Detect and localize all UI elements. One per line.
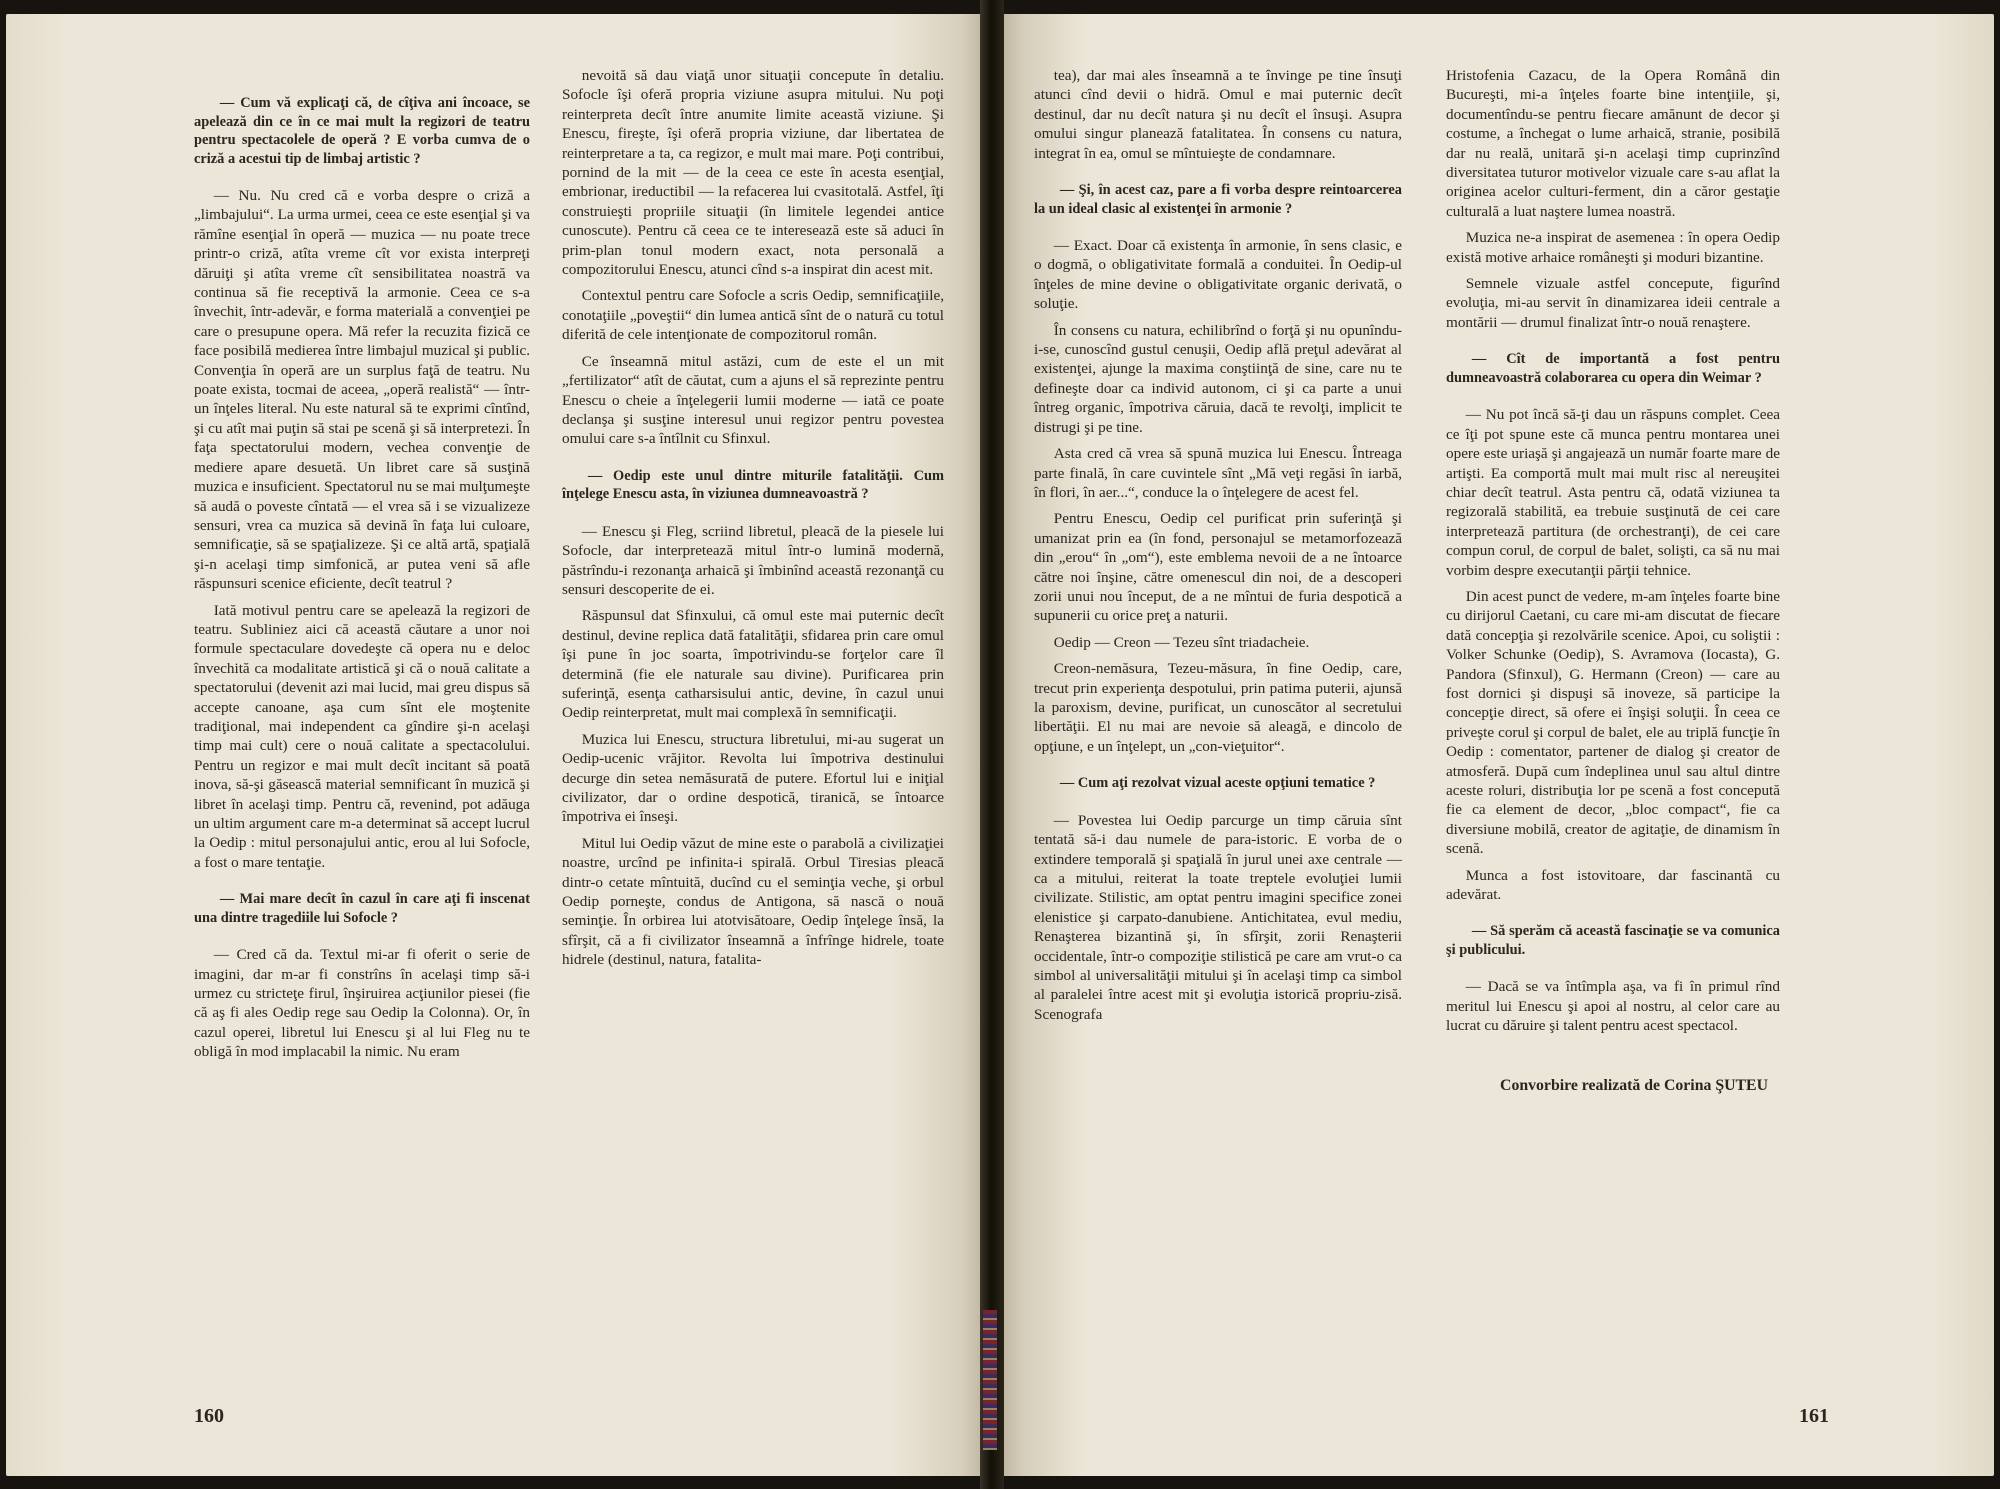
paragraph: Pentru Enescu, Oedip cel purificat prin suferinţă şi umanizat prin ea (în fond, personajul se metamorfozează din „erou“ în „om“), este emblema nevoii de a ne întoarce către noi înşine, către omenescul din noi, de a descoperi zorii unui nou început, de a ne mîntui de furia despotică a supunerii cu orice preţ a naturii. <box>1034 510 1402 625</box>
paragraph: nevoită să dau viaţă unor situaţii concepute în detaliu. Sofocle îşi oferă propria viziune asupra mitului. Nu poţi reinterpreta decît între anumite limite această viziune. Şi Enescu, fireşte, îşi oferă propria viziune, dar libertatea de reinterpretare a ta, ca regizor, e mult mai mare. Poţi contribui, pornind de la mit — de la ceea ce este în acesta esenţial, embrionar, ireductibil — la refacerea lui cvasitotală. Astfel, îţi construieşti propriile situaţii (în limitele legendei antice cunoscute). Pentru că ceea ce te interesează este să aduci în prim-plan tonul modern exact, nota personală a compozitorului Enescu, atunci cînd s-a inspirat din acest mit. <box>562 67 944 279</box>
book-spine <box>980 0 1004 1489</box>
paragraph: Iată motivul pentru care se apelează la regizori de teatru. Subliniez aici că această căutare a unor noi formule spectaculare dovedeşte că opera nu e deloc învechită ca modalitate artistică şi că o nouă calitate a spectatorului (devenit azi mai lucid, mai greu dispus să accepte canoane, aşa cum sînt ele moştenite tradiţional, mai independent ca gîndire şi-n acelaşi timp mai cult) cere o nouă calitate a spectacolului. Pentru un regizor e mai mult decît incitant să poată inova, să-şi găsească material semnificant în muzică şi libret în acelaşi timp. Pentru că, revenind, pot adăuga un ultim argument care m-a determinat să accept lucrul la Oedip : mitul personajului antic, erou al lui Sofocle, a fost o mare tentaţie. <box>194 601 530 871</box>
page-number-left: 160 <box>194 1405 224 1427</box>
paragraph: Asta cred că vrea să spună muzica lui Enescu. Întreaga parte finală, în care cuvintele sînt „Mă veţi regăsi în iarbă, în flori, în aer...“, conduce la o înţelegere de acest fel. <box>1034 445 1402 501</box>
bookmark-ribbon <box>983 1310 997 1450</box>
paragraph: Hristofenia Cazacu, de la Opera Română din Bucureşti, mi-a înţeles foarte bine intenţiile, şi, documentîndu-se pentru fiecare amănunt de decor şi costume, a închegat o lume arhaică, stranie, posibilă dar nu reală, unitară şi-n acelaşi timp cuprinzînd diversitatea tuturor motivelor vizuale care s-au aflat la originea acelor culturi-ferment, din a căror gestaţie culturală a luat naştere lumea noastră. <box>1446 67 1780 220</box>
right-page-column-2 <box>1446 66 1780 1102</box>
author-signature: Convorbire realizată de Corina ŞUTEU <box>1500 1076 1768 1094</box>
interview-question: — Să sperăm că această fascinaţie se va comunica şi publicului. <box>1446 923 1780 958</box>
paragraph: — Enescu şi Fleg, scriind libretul, pleacă de la piesele lui Sofocle, dar interpretează mitul într-o lumină modernă, păstrîndu-i rezonanţa arhaică şi îmbinînd această rezonanţă cu sensuri descoperite de ei. <box>562 522 944 598</box>
interview-question: — Şi, în acest caz, pare a fi vorba despre reintoarcerea la un ideal clasic al existenţei în armonie ? <box>1034 182 1402 217</box>
paragraph: Mitul lui Oedip văzut de mine este o parabolă a civilizaţiei noastre, urcînd pe infinita-i spirală. Orbul Tiresias pleacă dintr-o cetate mîntuită, ducînd cu el seminţia veche, şi orbul Oedip porneşte, condus de Antigona, să nască o nouă seminţie. În orbirea lui atotvisătoare, Oedip înţelege însă, la sfîrşit, că a fi civilizator înseamnă a înfrînge hidrele, toate hidrele (destinul, natura, fatalita- <box>562 834 944 969</box>
interview-question: — Cum vă explicaţi că, de cîţiva ani încoace, se apelează din ce în ce mai mult la regizori de teatru pentru spectacolele de operă ? E vorba cumva de o criză a acestui tip de limbaj artistic ? <box>194 95 530 167</box>
paragraph: Din acest punct de vedere, m-am înţeles foarte bine cu dirijorul Caetani, cu care mi-am discutat de fiecare dată concepţia şi rezolvările scenice. Apoi, cu soliştii : Volker Schunke (Oedip), S. Avramova (Iocasta), G. Pandora (Sfinxul), G. Hermann (Creon) — care au fost dornici şi dispuşi să inoveze, să participe la concepţie direct, să ofere ei înşişi soluţii. În ceea ce priveşte corul şi corpul de balet, ele au triplă funcţie în Oedip : comentator, partener de dialog şi creator de atmosferă. După cum îndeplinea unul sau altul dintre aceste roluri, distribuţia lor pe scenă a fost concepută fie ca element de decor, „bloc compact“, fie ca diversiune mobilă, creator de agitaţie, de dinamism în scenă. <box>1446 587 1780 858</box>
paragraph: — Exact. Doar că existenţa în armonie, în sens clasic, e o dogmă, o obligativitate formală a conduitei. În Oedip-ul înţeles de mine devine o obligativitate organic derivată, o soluţie. <box>1034 237 1402 313</box>
interview-question: — Mai mare decît în cazul în care aţi fi inscenat una dintre tragediile lui Sofocle ? <box>194 891 530 926</box>
paragraph: Oedip — Creon — Tezeu sînt triadacheie. <box>1053 633 1310 651</box>
interview-question: — Cît de importantă a fost pentru dumneavoastră colaborarea cu opera din Weimar ? <box>1446 351 1780 386</box>
right-page <box>994 14 1994 1476</box>
paragraph: Muzica ne-a inspirat de asemenea : în opera Oedip există motive arhaice româneşti şi moduri bizantine. <box>1446 229 1780 266</box>
paragraph: — Cred că da. Textul mi-ar fi oferit o serie de imagini, dar m-ar fi constrîns în acelaşi timp să-i urmez cu stricteţe firul, înşiruirea acţiunilor piesei (fie că aş fi ales Oedip rege sau Oedip la Colonna). Or, în cazul operei, libretul lui Enescu şi al lui Fleg nu te obligă în mod implacabil la nimic. Nu eram <box>194 946 530 1061</box>
paragraph: Muzica lui Enescu, structura libretului, mi-au sugerat un Oedip-ucenic vrăjitor. Revolta lui împotriva destinului decurge din setea nemăsurată de putere. Efortul lui e iniţial civilizator, dar o ordine despotică, tiranică, se întoarce împotriva ei înseşi. <box>562 730 944 826</box>
paragraph: tea), dar mai ales înseamnă a te învinge pe tine însuţi atunci cînd devii o hidră. Omul e mai puternic decît destinul, dar nu decît natura şi nu decît el însuşi. Asupra omului singur planează fatalitatea. În consens cu natura, integrat în ea, omul se mîntuieşte de condamnare. <box>1034 67 1402 162</box>
paragraph: Contextul pentru care Sofocle a scris Oedip, semnificaţiile, conotaţiile „poveştii“ din lumea antică sînt de o natură cu totul diferită de cele intenţionate de compozitorul român. <box>562 287 944 344</box>
paragraph: Ce înseamnă mitul astăzi, cum de este el un mit „fertilizator“ atît de căutat, cum a ajuns el să reprezinte pentru Enescu o cheie a înţelegerii lumii moderne — iată ce poate declanşa şi susţine interesul unui regizor pentru povestea omului care s-a întîlnit cu Sfinxul. <box>562 352 944 448</box>
paragraph: — Povestea lui Oedip parcurge un timp căruia sînt tentată să-i dau numele de para-istoric. E vorba de o extindere temporală şi spaţială în jurul unei axe centrale — ca a mitului, reiterat la toate treptele evoluţiei lumii civilizate. Stilistic, am optat pentru imagini specifice zonei elenistice şi carpato-danubiene. Antichitatea, evul mediu, Renaşterea bizantină şi, în sfîrşit, zorii Renaşterii occidentale, într-o compoziţie stilistică pe care am vrut-o ca simbol al universalităţii mitului şi în acelaşi timp ca simbol al paralelei între acest mit şi evoluţia istorică propriu-zisă. Scenografa <box>1034 811 1402 1023</box>
left-page-column-1 <box>194 66 530 1069</box>
right-page-column-1 <box>1034 66 1402 1031</box>
paragraph: Creon-nemăsura, Tezeu-măsura, în fine Oedip, care, trecut prin experienţa despotului, prin patima puterii, ajunsă la paroxism, devine, purificat, un cunoscător al secretului libertăţii. El nu mai are nevoie să aleagă, e dincolo de opţiune, e un înţelept, un „con-vieţuitor“. <box>1034 660 1402 755</box>
paragraph: — Nu pot încă să-ţi dau un răspuns complet. Ceea ce îţi pot spune este că munca pentru montarea unei opere este uriaşă şi angajează un număr foarte mare de artişti. Ea comportă mult mai mult risc al nereuşitei chiar decît teatrul. Asta pentru că, odată viziunea ta regizorală stabilită, ea trebuie susţinută de cei care interpretează partitura (de orchestranţi), de cei care compun corul, de corpul de balet, solişti, ca să nu mai vorbim despre executanţii părţii tehnice. <box>1446 406 1780 579</box>
interview-question: — Cum aţi rezolvat vizual aceste opţiuni tematice ? <box>1059 775 1376 792</box>
left-page <box>6 14 990 1476</box>
page-number-right: 161 <box>1799 1405 1829 1427</box>
paragraph: Semnele vizuale astfel concepute, figurînd evoluţia, mi-au servit în dinamizarea ideii centrale a montării — drumul finalizat într-o nouă renaştere. <box>1446 275 1780 331</box>
paragraph: Munca a fost istovitoare, dar fascinantă cu adevărat. <box>1446 866 1780 904</box>
paragraph: — Nu. Nu cred că e vorba despre o criză a „limbajului“. La urma urmei, ceea ce este esenţial şi va rămîne esenţial în operă — muzica — nu poate trece printr-o criză, atîta vreme cît vor exista interpreţi dăruiţi şi atîta vreme cît sensibilitatea noastră va continua să fie receptivă la armonie. Ceea ce s-a învechit, într-adevăr, e forma materială a convenţiei pe care o presupune opera. Mă refer la recuzita fizică ce face posibilă medierea între limbajul muzical şi public. Convenţia în operă are un surplus faţă de teatru. Nu poate exista, tocmai de aceea, „operă realistă“ — într-un înţeles literal. Nu este natural să te exprimi cîntînd, şi cu atît mai puţin să stai pe scenă şi să interpretezi. În faţa spectatorului modern, vechea convenţie de mediere apare desuetă. Un libret care să susţină muzica e insuficient. Spectatorul nu se mai mulţumeşte să audă o poveste cîntată — el vrea să i se vizualizeze sensuri, vrea ca muzica să devină în faţa lui culoare, semnificaţie, să se spaţializeze. Şi ce altă artă, spaţială şi-n acelaşi timp simfonică, ar putea veni să afle răspunsuri scenice eficiente, decît teatrul ? <box>194 187 530 593</box>
paragraph: Răspunsul dat Sfinxului, că omul este mai puternic decît destinul, devine replica dată fatalităţii, sfidarea prin care omul îşi pune în joc soarta, împotrivindu-se forţelor care îl determină (fie ele naturale sau divine). Purificarea prin suferinţă, esenţa catharsisului antic, devine, în cazul unui Oedip reinterpretat, mult mai complexă în semnificaţii. <box>562 607 944 722</box>
left-page-column-2 <box>562 66 944 977</box>
paragraph: În consens cu natura, echilibrînd o forţă şi nu opunîndu-i-se, cunoscînd gustul cenuşii, Oedip află preţul adevărat al existenţei, ajunge la maxima conştiinţă de sine, care nu te defineşte doar ca individ autonom, ci şi ca parte a unui întreg organic, împotriva căruia, dacă te revolţi, implicit te distrugi şi pe tine. <box>1034 321 1402 436</box>
interview-question: — Oedip este unul dintre miturile fatalităţii. Cum înţelege Enescu asta, în viziunea dumneavoastră ? <box>562 467 944 503</box>
paragraph: — Dacă se va întîmpla aşa, va fi în primul rînd meritul lui Enescu şi apoi al nostru, al celor care au lucrat cu dăruire şi talent pentru acest spectacol. <box>1446 978 1780 1035</box>
